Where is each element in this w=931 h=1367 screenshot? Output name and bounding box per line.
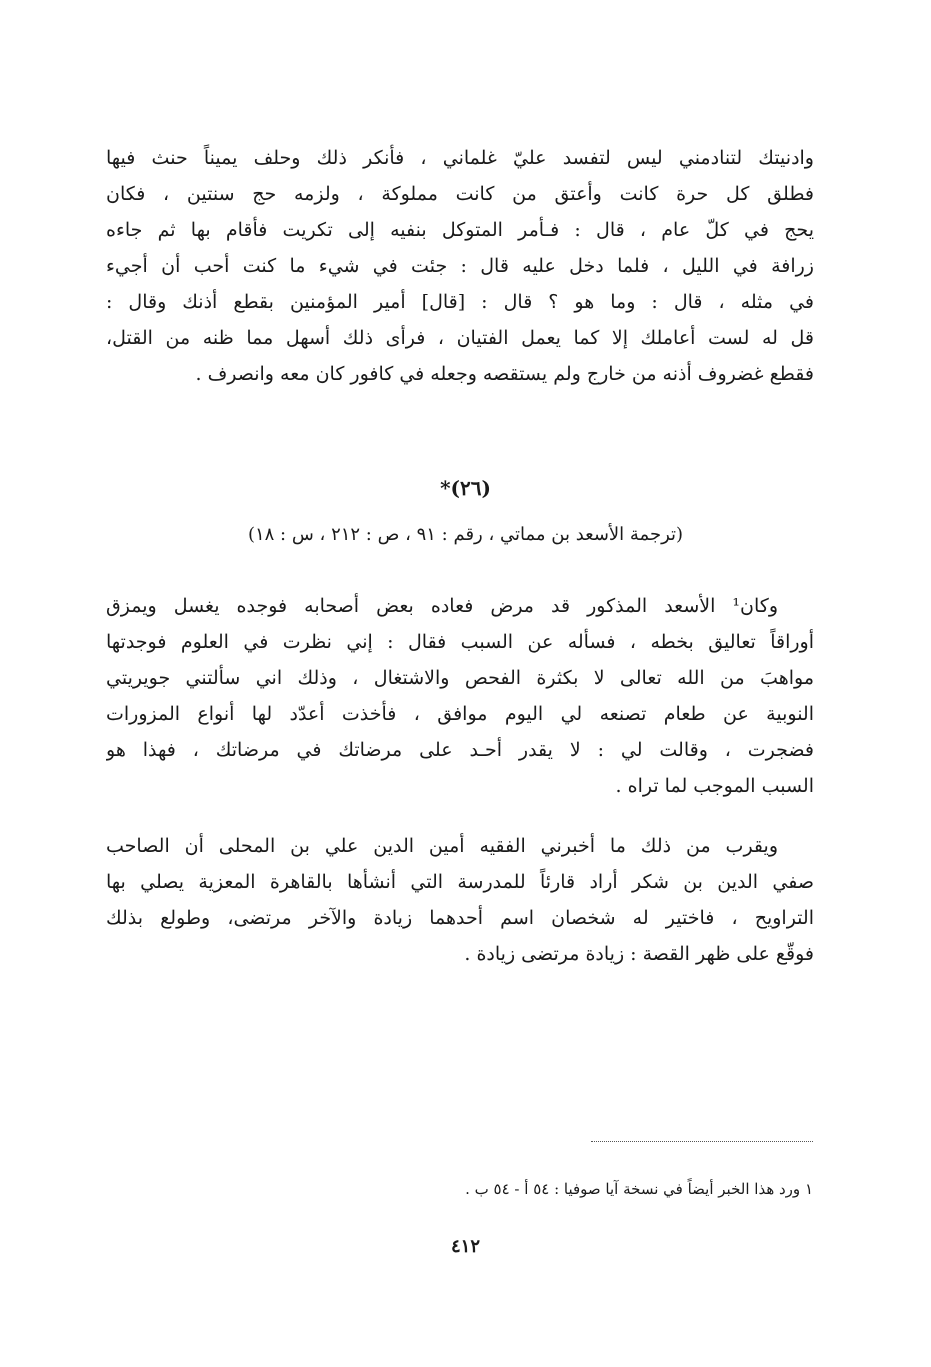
text-line: وادنيتك لتنادمني ليس لتفسد عليّ غلماني ، فأنكر ذلك وحلف يميناً حنث فيها	[106, 147, 814, 169]
footnote: ١ ورد هذا الخبر أيضاً في نسخة آيا صوفيا : ٥٤ أ - ٥٤ ب .	[465, 1180, 813, 1198]
text-line: أوراقاً تعاليق بخطه ، فسأله عن السبب فقال : إني نظرت في العلوم فوجدتها	[106, 631, 814, 653]
footnote-divider	[591, 1141, 813, 1142]
text-line: مواهبَ من الله تعالى لا بكثرة الفحص والاشتغال ، وذلك اني سألتني جويريتي	[106, 667, 814, 689]
paragraph-asad-story	[106, 588, 814, 804]
text-line: فضجرت ، وقالت لي : لا يقدر أحـد على مرضاتك في مرضاتك ، فهذا هو	[106, 739, 814, 761]
text-line: ويقرب من ذلك ما أخبرني الفقيه أمين الدين علي بن المحلى أن الصاحب	[106, 835, 778, 857]
page-number: ٤١٢	[450, 1236, 480, 1257]
text-line: قل له لست أعاملك إلا كما يعمل الفتيان ، فرأى ذلك أسهل مما ظنه من القتل،	[106, 327, 814, 349]
paragraph-continuation	[106, 140, 814, 392]
text-line: صفي الدين بن شكر أراد قارئاً للمدرسة التي أنشأها بالقاهرة المعزية يصلي بها	[106, 871, 814, 893]
section-heading: (٢٦)*	[440, 476, 491, 500]
text-line: فطلق كل حرة كانت وأعتق من كانت مملوكة ، ولزمه حج سنتين ، فكان	[106, 183, 814, 205]
section-subheading: (ترجمة الأسعد بن مماتي ، رقم : ٩١ ، ص : ٢١٢ ، س : ١٨)	[247, 524, 684, 545]
text-line: السبب الموجب لما تراه .	[615, 775, 814, 797]
text-line: التراويح ، فاختير له شخصان اسم أحدهما زيادة والآخر مرتضى، وطولع بذلك	[106, 907, 814, 929]
text-line: النوبية عن طعام تصنعه لي اليوم موافق ، فأخذت أعدّد لها أنواع المزورات	[106, 703, 814, 725]
text-line: زرافة في الليل ، فلما دخل عليه قال : جئت في شيء ما كنت أحب أن أجيء	[106, 255, 814, 277]
text-line: في مثله ، قال : وما هو ؟ قال : [قال] أمير المؤمنين بقطع أذنك وقال :	[106, 291, 814, 313]
text-line: فقطع غضروف أذنه من خارج ولم يستقصه وجعله في كافور كان معه وانصرف .	[195, 363, 814, 385]
text-line: فوقّع على ظهر القصة : زيادة مرتضى زيادة .	[464, 943, 814, 965]
paragraph-safi-aldin-story	[106, 828, 814, 972]
text-line: يحج في كلّ عام ، قال : فـأمر المتوكل بنفيه إلى تكريت فأقام بها ثم جاءه	[106, 219, 814, 241]
text-line: وكان¹ الأسعد المذكور قد مرض فعاده بعض أصحابه فوجده يغسل ويمزق	[106, 595, 778, 617]
